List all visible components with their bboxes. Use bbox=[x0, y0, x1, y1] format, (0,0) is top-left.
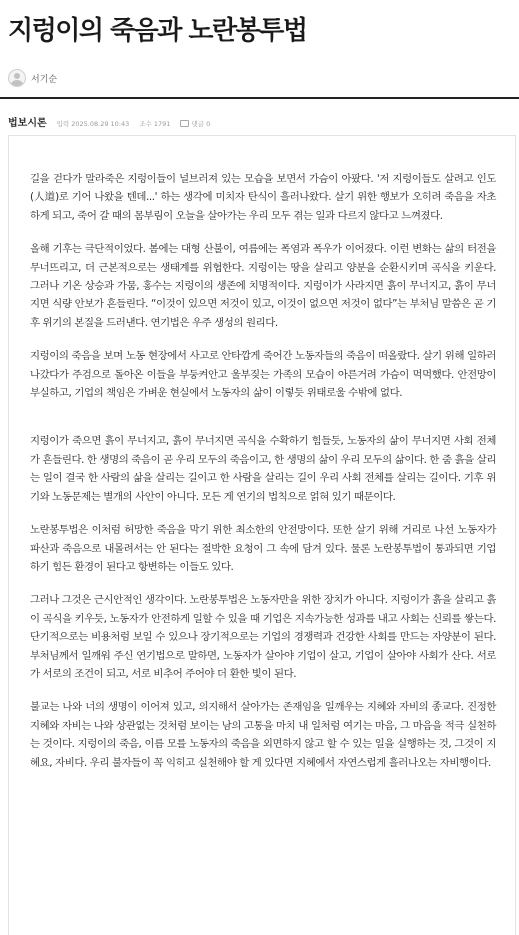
comment-icon bbox=[180, 120, 189, 127]
article-meta bbox=[8, 114, 220, 129]
article-title: 지렁이의 죽음과 노란봉투법 bbox=[8, 16, 307, 46]
view-count: 조수 1791 bbox=[139, 120, 171, 128]
comment-count-link[interactable] bbox=[180, 119, 210, 128]
author-name[interactable]: 서기순 bbox=[31, 74, 58, 85]
avatar-icon bbox=[8, 69, 26, 87]
paragraph: 지렁이가 죽으면 흙이 무너지고, 흙이 무너지면 곡식을 수확하기 힘들듯, 노동자의 삶이 무너지면 사회 전체가 흔들린다. 한 생명의 죽음이 곧 우리 모두의 죽음이고, 한 생명의 삶이 우리 모두의 삶이다. 한 줌 흙을 살리는 일이 결국 한 사람의 삶을 살리는 길이고 한 사람을 살리는 길이 우리 사회 전체를 살리는 길이다. 기후 위기와 노동문제는 별개의 사안이 아니다. 모든 게 연기의 법칙으로 얽혀 있기 때문이다. bbox=[30, 435, 496, 503]
paragraph: 그러나 그것은 근시안적인 생각이다. 노란봉투법은 노동자만을 위한 장치가 아니다. 지렁이가 흙을 살리고 흙이 곡식을 키우듯, 노동자가 안전하게 일할 수 있을 때 기업은 지속가능한 성과를 내고 사회는 신뢰를 쌓는다. 단기적으로는 비용처럼 보일 수 있으나 장기적으로는 기업의 경쟁력과 건강한 사회를 만드는 자양분이 된다. 부처님께서 일깨워 주신 연기법으로 말하면, 노동자가 살아야 기업이 살고, 기업이 살아야 사회가 산다. 서로가 서로의 조건이 되고, 서로 비추어 주어야 더 환한 빛이 된다. bbox=[30, 594, 496, 680]
paragraph: 지렁이의 죽음을 보며 노동 현장에서 사고로 안타깝게 죽어간 노동자들의 죽음이 떠올랐다. 살기 위해 일하러 나갔다가 주검으로 돌아온 이들을 부둥켜안고 울부짖는 가족의 모습이 아른거려 가슴이 먹먹했다. 안전망이 부실하고, 기업의 책임은 가벼운 현실에서 노동자의 삶이 이렇듯 위태로울 수밖에 없다. bbox=[30, 350, 496, 400]
paragraph: 길을 걷다가 말라죽은 지렁이들이 널브러져 있는 모습을 보면서 가슴이 아팠다. '저 지렁이들도 살려고 인도(人道)로 기어 나왔을 텐데...' 하는 생각에 미치자 탄식이 흘러나왔다. 살기 위한 행보가 오히려 죽음을 자초하게 되고, 죽어 갈 때의 몸부림이 오늘을 살아가는 우리 모두 겪는 일과 다르지 않다고 느껴졌다. bbox=[30, 173, 496, 222]
paragraph: 올해 기후는 극단적이었다. 봄에는 대형 산불이, 여름에는 폭염과 폭우가 이어졌다. 이런 변화는 삶의 터전을 무너뜨리고, 더 근본적으로는 생태계를 위협한다. 지렁이는 땅을 살리고 양분을 순환시키며 곡식을 키운다. 그러나 기온 상승과 가뭄, 홍수는 지렁이의 생존에 치명적이다. 지렁이가 사라지면 흙이 무너지고, 흙이 무너지면 식량 안보가 흔들린다. “이것이 있으면 저것이 있고, 이것이 없으면 저것이 없다”는 부처님 말씀은 곧 기후 위기의 본질을 드러낸다. 연기법은 우주 생성의 원리다. bbox=[30, 243, 496, 329]
comment-count: 댓글 0 bbox=[191, 120, 211, 128]
section-label[interactable]: 법보시론 bbox=[8, 118, 47, 129]
title-divider bbox=[0, 97, 519, 99]
article-body bbox=[30, 170, 496, 787]
paragraph: 노란봉투법은 이처럼 허망한 죽음을 막기 위한 최소한의 안전망이다. 또한 살기 위해 거리로 나선 노동자가 파산과 죽음으로 내몰려서는 안 된다는 절박한 요청이 그 속에 담겨 있다. 물론 노란봉투법이 통과되면 기업하기 힘든 환경이 된다고 항변하는 이들도 있다. bbox=[30, 524, 496, 573]
author-row bbox=[8, 69, 57, 87]
paragraph: 불교는 나와 너의 생명이 이어져 있고, 의지해서 살아가는 존재임을 일깨우는 지혜와 자비의 종교다. 진정한 지혜와 자비는 나와 상관없는 것처럼 보이는 남의 고통을 마치 내 일처럼 여기는 마음, 그 마음을 적극 실천하는 것이다. 지렁이의 죽음, 이름 모를 노동자의 죽음을 외면하지 않고 할 수 있는 일을 실행하는 것, 그것이 지혜요, 자비다. 우리 불자들이 꼭 익히고 실천해야 할 게 있다면 지혜에서 자연스럽게 흘러나오는 자비행이다. bbox=[30, 701, 496, 769]
publish-date: 입력 2025.08.29 10:43 bbox=[56, 120, 130, 128]
